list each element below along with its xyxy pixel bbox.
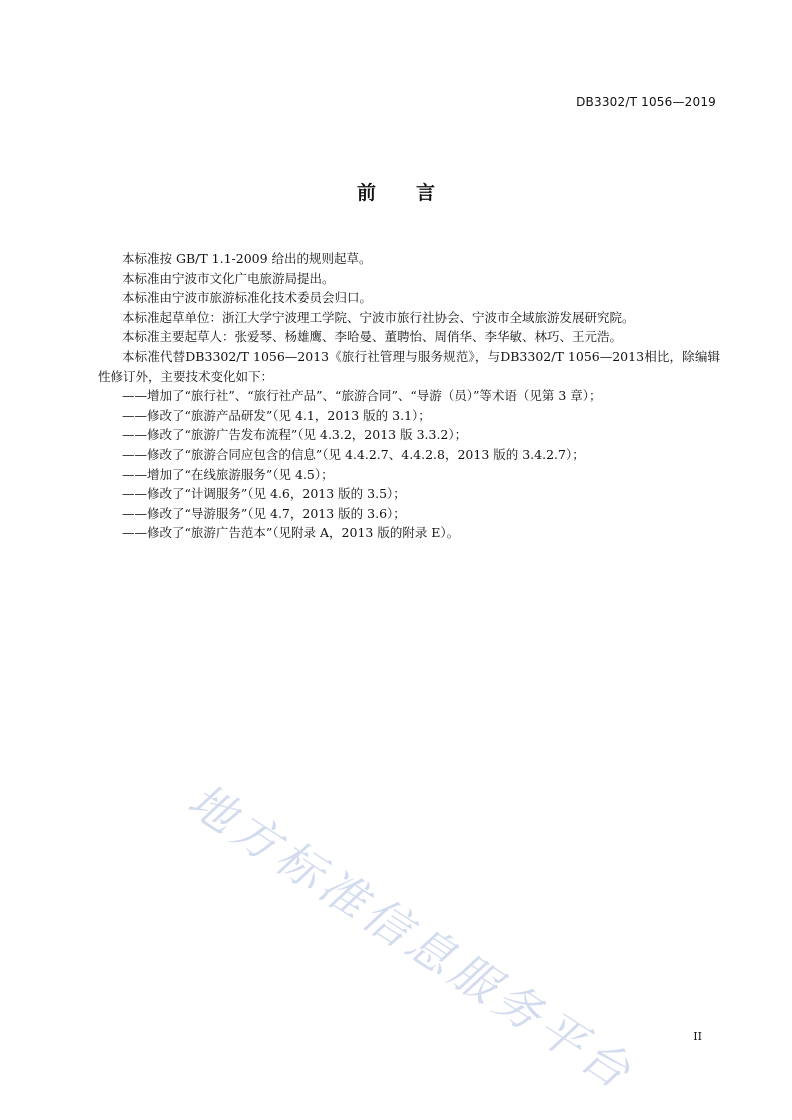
paragraph-replacement: 本标准代替DB3302/T 1056—2013《旅行社管理与服务规范》，与DB3302/T 1056—2013相比，除编辑性修订外，主要技术变化如下： xyxy=(98,348,720,384)
watermark-text: 地方标准信息服务平台 xyxy=(178,772,645,1102)
paragraph-committee: 本标准由宁波市旅游标准化技术委员会归口。 xyxy=(122,290,373,306)
list-item: ——修改了“旅游广告范本”（见附录 A，2013 版的附录 E）。 xyxy=(122,525,460,541)
list-item: ——修改了“导游服务”（见 4.7，2013 版的 3.6）； xyxy=(122,505,406,521)
paragraph-drafting-rules: 本标准按 GB/T 1.1-2009 给出的规则起草。 xyxy=(122,251,372,266)
list-item: ——修改了“旅游合同应包含的信息”（见 4.4.2.7、4.4.2.8，2013 版的 3.4.2.7）； xyxy=(122,446,585,462)
list-item: ——修改了“旅游产品研发”（见 4.1，2013 版的 3.1）； xyxy=(122,407,431,423)
document-code: DB3302/T 1056—2019 xyxy=(576,95,716,109)
paragraph-proposer: 本标准由宁波市文化广电旅游局提出。 xyxy=(122,270,335,286)
paragraph-drafting-units: 本标准起草单位：浙江大学宁波理工学院、宁波市旅行社协会、宁波市全域旅游发展研究院。 xyxy=(122,309,635,325)
list-item: ——增加了“在线旅游服务”（见 4.5）； xyxy=(122,466,334,482)
page-title: 前言 xyxy=(356,182,475,204)
paragraph-drafters: 本标准主要起草人：张爱琴、杨雄鹰、李哈曼、董聘怡、周俏华、李华敏、林巧、王元浩。 xyxy=(122,329,623,345)
list-item: ——增加了“旅行社”、“旅行社产品”、“旅游合同”、“导游（员）”等术语（见第 3 章）； xyxy=(122,388,602,404)
foreword-body xyxy=(98,249,720,543)
technical-changes-list xyxy=(98,386,720,543)
list-item: ——修改了“计调服务”（见 4.6，2013 版的 3.5）； xyxy=(122,486,406,502)
list-item: ——修改了“旅游广告发布流程”（见 4.3.2，2013 版 3.3.2）； xyxy=(122,427,468,443)
page-number: II xyxy=(693,1030,702,1043)
